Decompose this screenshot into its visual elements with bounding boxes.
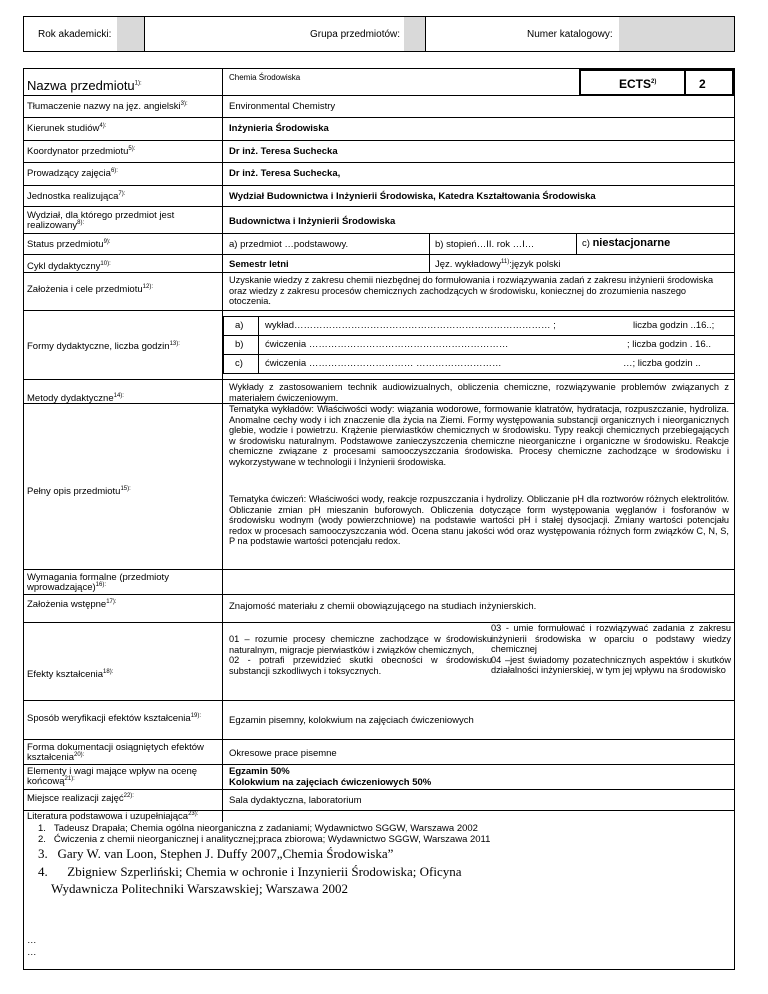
literatura-item-3: 3. Gary W. van Loon, Stephen J. Duffy 2007„Chemia Środowiska” [38,846,394,861]
rok-akademicki-value[interactable] [117,17,145,51]
grupa-przedmiotow-value[interactable] [404,17,426,51]
numer-katalogowy-label: Numer katalogowy: [527,29,613,40]
elementy-value-2: Kolokwium na zajęciach ćwiczeniowych 50% [229,777,432,788]
course-form [23,68,735,970]
nazwa-value: Chemia Środowiska [229,73,301,82]
koordynator-value: Dr inż. Teresa Suchecka [229,146,338,157]
numer-katalogowy-cell [425,17,620,51]
literatura-ellipsis-2: … [27,947,37,958]
forma-c-letter: c) [235,358,243,369]
wydzial-value: Budownictwa i Inżynierii Środowiska [229,216,396,227]
column-divider [222,69,223,822]
formy-label: Formy dydaktyczne, liczba godzin$^{13):}$ [27,340,180,352]
literatura-item-1: 1. Tadeusz Drapała; Chemia ogólna nieorganiczna z zadaniami; Wydawnictwo SGGW, Warszawa 2002 [38,823,478,834]
dokumentacja-label-line1: Forma dokumentacji osiągniętych efektów [27,742,204,753]
cykl-label: Cykl dydaktyczny$^{10):}$ [27,260,111,272]
opis-cwiczenia: Tematyka ćwiczeń: Właściwości wody, reakcje rozpuszczania i hydrolizy. Obliczanie pH dla roztworów różnych elektrolitów. Obliczanie zmian pH mieszanin buforowych. Obliczenia dotyczące form występowania węglanów i fosforanów w środowisku wodnym (wody powierzchniowe) na podstawie wartości pH i stałej dysocjacji. Zmiany wartości potencjału redox w procesach samooczyszczania wód. Ocena stanu jakości wód oraz występowania różnych form związków C, N, S, P na podstawie wartości potencjału redox. [229,494,729,547]
tlumaczenie-label: Tłumaczenie nazwy na jęz. angielski$^{3):}$ [27,100,188,112]
zalozenia-value: Uzyskanie wiedzy z zakresu chemii niezbędnej do formułowania i rozwiązywania zadań z zakresu inżynierii środowiska oraz wiedzy z zakresu procesów chemicznych zachodzących w środowisku, koniecznej do zrozumienia naszego otoczenia. [229,275,714,307]
jednostka-value: Wydział Budownictwa i Inżynierii Środowiska, Katedra Kształtowania Środowiska [229,191,596,202]
rok-akademicki-cell [24,17,118,51]
metody-label: Metody dydaktyczne$^{14):}$ [27,392,124,404]
forma-c-name: ćwiczenia …………………………… ……………………… [265,358,502,369]
forma-b-name: ćwiczenia ……………………………………………………… [265,339,509,350]
dokumentacja-value: Okresowe prace pisemne [229,748,337,759]
cykl-value: Semestr letni [229,259,289,270]
wstepne-label: Założenia wstępne$^{17):}$ [27,598,117,610]
wydzial-label-line2: realizowany$^{8):}$ [27,219,85,231]
koordynator-label: Koordynator przedmiotu$^{5):}$ [27,145,136,157]
ects-label: ECTS$^{2)}$ [619,77,657,91]
literatura-item-2: 2. Ćwiczenia z chemii nieorganicznej i analitycznej;praca zbiorowa; Wydawnictwo SGGW, Warszawa 2011 [38,834,491,845]
status-label: Status przedmiotu$^{9):}$ [27,238,111,250]
elementy-label-line1: Elementy i wagi mające wpływ na ocenę [27,766,198,777]
prowadzacy-label: Prowadzący zajęcia$^{6):}$ [27,167,118,179]
grupa-przedmiotow-cell [144,17,405,51]
prowadzacy-value: Dr inż. Teresa Suchecka, [229,168,341,179]
efekty-label: Efekty kształcenia$^{18):}$ [27,668,114,680]
opis-wyklady: Tematyka wykładów: Właściwości wody: wiązania wodorowe, formowanie klatratów, hydratacja, rozpuszczanie, hydroliza. Anomalne cechy wody i ich znaczenie dla życia na Ziemi. Formy występowania substancji organicznych i nieorganicznych glebie, wodzie i powietrzu. Krążenie pierwiastków chemicznych w środowisku. Typy reakcji chemicznych przebiegających w środowisku naturalnym. Podstawowe zanieczyszczenia chemiczne nieorganiczne i organiczne w środowisku. Reakcje chemiczne związane z procesami samooczyszczania środowiska. Procesy chemiczne zachodzące w środowisku i wykorzystywane w technologii i Inżynierii środowiska. [229,404,729,467]
wstepne-value: Znajomość materiału z chemii obowiązującego na studiach inżynierskich. [229,601,537,612]
rok-akademicki-label: Rok akademicki: [38,29,112,40]
header-box [23,16,735,52]
jezyk-wykladowy: Jęz. wykładowy$^{11)}$:język polski [435,258,561,270]
forma-a-name: wykład……………………………………………………………………… ; [265,320,556,331]
status-a: a) przedmiot …podstawowy. [229,239,349,250]
elementy-value-1: Egzamin 50% [229,766,290,777]
numer-katalogowy-value[interactable] [619,17,734,51]
nazwa-label: Nazwa przedmiotu$^{1):}$ [27,78,142,93]
literatura-ellipsis-1: … [27,935,37,946]
literatura-item-4-cont: Wydawnicza Politechniki Warszawskiej; Warszawa 2002 [51,881,348,896]
weryfikacja-label: Sposób weryfikacji efektów kształcenia$^{19):}$ [27,712,202,724]
metody-value: Wykłady z zastosowaniem technik audiowizualnych, obliczenia chemiczne, rozwiązywanie problemów związanych z materiałem ćwiczeniowym. [229,382,729,403]
status-c: c) niestacjonarne [582,237,671,249]
forma-a-hours: liczba godzin ..16..; [633,320,715,331]
miejsce-value: Sala dydaktyczna, laboratorium [229,795,362,806]
kierunek-label: Kierunek studiów$^{4):}$ [27,122,107,134]
ects-box [579,69,734,96]
weryfikacja-value: Egzamin pisemny, kolokwium na zajęciach ćwiczeniowych [229,715,474,726]
ects-value: 2 [699,77,706,91]
literatura-label: Literatura podstawowa i uzupełniająca$^{23):}$ [27,810,199,822]
miejsce-label: Miejsce realizacji zajęć$^{22):}$ [27,792,134,804]
zalozenia-label: Założenia i cele przedmiotu$^{12):}$ [27,283,153,295]
elementy-label-line2: końcową$^{21):}$ [27,775,75,787]
grupa-przedmiotow-label: Grupa przedmiotów: [310,29,401,40]
wymagania-label-line2: wprowadzające)$^{16):}$ [27,581,106,593]
kierunek-value: Inżynieria Środowiska [229,123,329,134]
formy-table [223,316,734,374]
opis-label: Pełny opis przedmiotu$^{15):}$ [27,485,131,497]
efekty-right: 03 - umie formułować i rozwiązywać zadania z zakresu inżynierii środowiska w oparciu o podstawy wiedzy chemicznej 04 –jest świadomy pozatechnicznych aspektów i skutków działalności inżynierskiej, w tym jej wpływu na środowisko [491,623,731,676]
dokumentacja-label-line2: kształcenia$^{20):}$ [27,751,85,763]
forma-a-letter: a) [235,320,244,331]
wydzial-label-line1: Wydział, dla którego przedmiot jest [27,210,175,221]
forma-b-hours: ; liczba godzin . 16.. [627,339,711,350]
forma-b-letter: b) [235,339,244,350]
jednostka-label: Jednostka realizująca$^{7):}$ [27,190,126,202]
status-b: b) stopień…II. rok …I… [435,239,535,250]
forma-c-hours: …; liczba godzin .. [623,358,701,369]
tlumaczenie-value: Environmental Chemistry [229,101,336,112]
efekty-left: 01 – rozumie procesy chemiczne zachodzące w środowisku naturalnym, migracje pierwiastków i związków chemicznych, 02 - potrafi przewidzieć skutki obecności w środowisku substancji szkodliwych i toksycznych. [229,634,492,676]
literatura-item-4: 4. Zbigniew Szperliński; Chemia w ochronie i Inzynierii Środowiska; Oficyna [38,864,462,879]
wymagania-label-line1: Wymagania formalne (przedmioty [27,572,169,583]
